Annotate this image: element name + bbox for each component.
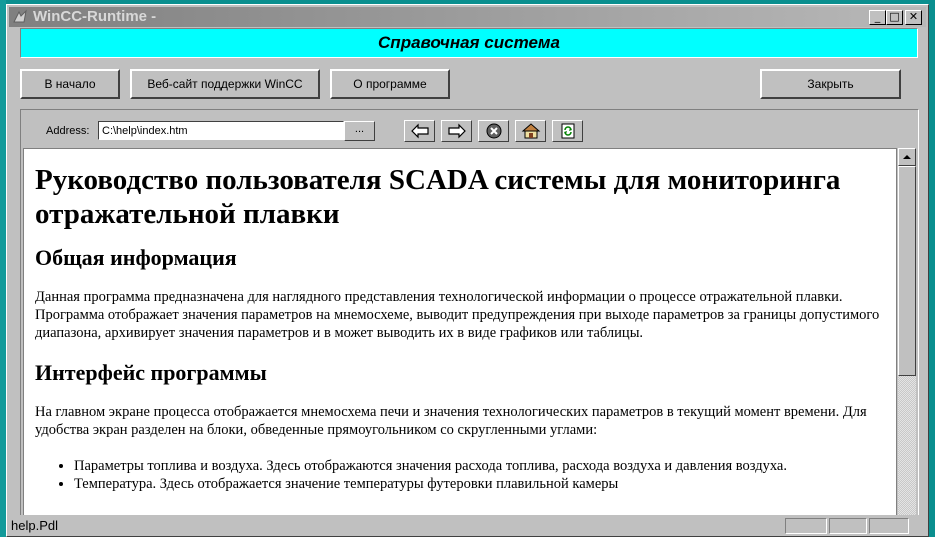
status-pane — [869, 518, 909, 534]
close-help-button[interactable]: Закрыть — [760, 69, 901, 99]
forward-arrow-icon — [447, 123, 467, 139]
help-document-content — [23, 148, 897, 517]
section-heading: Интерфейс программы — [35, 360, 267, 385]
wincc-support-website-button[interactable]: Веб-сайт поддержки WinCC — [130, 69, 320, 99]
status-pane — [785, 518, 827, 534]
back-button[interactable] — [404, 120, 435, 142]
browse-button[interactable]: ... — [344, 121, 375, 141]
status-pane — [829, 518, 867, 534]
window-title: WinCC-Runtime - — [33, 8, 157, 25]
close-window-button[interactable]: ✕ — [905, 10, 922, 25]
wincc-app-icon — [12, 9, 28, 25]
minimize-button[interactable]: _ — [869, 10, 886, 25]
status-bar — [7, 515, 928, 536]
home-icon — [521, 123, 541, 139]
status-text: help.Pdl — [11, 518, 58, 533]
maximize-button[interactable]: □ — [886, 10, 903, 25]
help-system-banner: Справочная система — [20, 28, 918, 58]
home-page-button[interactable] — [515, 120, 546, 142]
about-button[interactable]: О программе — [330, 69, 450, 99]
scrollbar-thumb[interactable] — [898, 166, 916, 376]
home-button[interactable]: В начало — [20, 69, 120, 99]
section-heading: Общая информация — [35, 245, 237, 270]
wincc-runtime-window — [6, 4, 929, 537]
scroll-up-button[interactable] — [898, 148, 916, 166]
section-paragraph: На главном экране процесса отображается мнемосхема печи и значения технологических параметров в текущий момент времени. Для удобства экран разделен на блоки, обведенные прямоугольником со скругленными углами: — [35, 404, 867, 438]
arrow-up-icon — [899, 149, 915, 165]
address-label: Address: — [46, 125, 90, 137]
vertical-scrollbar[interactable] — [898, 148, 916, 517]
interface-blocks-list — [74, 457, 884, 493]
list-item: • Температура. Здесь отображается значение температуры футеровки плавильной камеры — [74, 475, 884, 493]
forward-button[interactable] — [441, 120, 472, 142]
title-bar[interactable] — [9, 7, 926, 27]
document-title: Руководство пользователя SCADA системы для мониторинга отражательной плавки — [35, 164, 841, 230]
section-paragraph: Данная программа предназначена для наглядного представления технологической информации о процессе отражательной плавки. Программа отображает значения параметров на мнемосхеме, выводит предупреждения при выходе параметров за границы допустимого диапазона, архивирует значения параметров и в может выводить их в виде графиков или таблицы. — [35, 289, 880, 341]
list-item: • Параметры топлива и воздуха. Здесь отображаются значения расхода топлива, расхода воздуха и давления воздуха. — [74, 457, 884, 475]
address-input[interactable] — [98, 121, 344, 140]
refresh-icon — [558, 123, 578, 139]
stop-button[interactable] — [478, 120, 509, 142]
stop-icon — [484, 123, 504, 139]
refresh-button[interactable] — [552, 120, 583, 142]
help-browser-panel — [20, 109, 919, 519]
back-arrow-icon — [410, 123, 430, 139]
